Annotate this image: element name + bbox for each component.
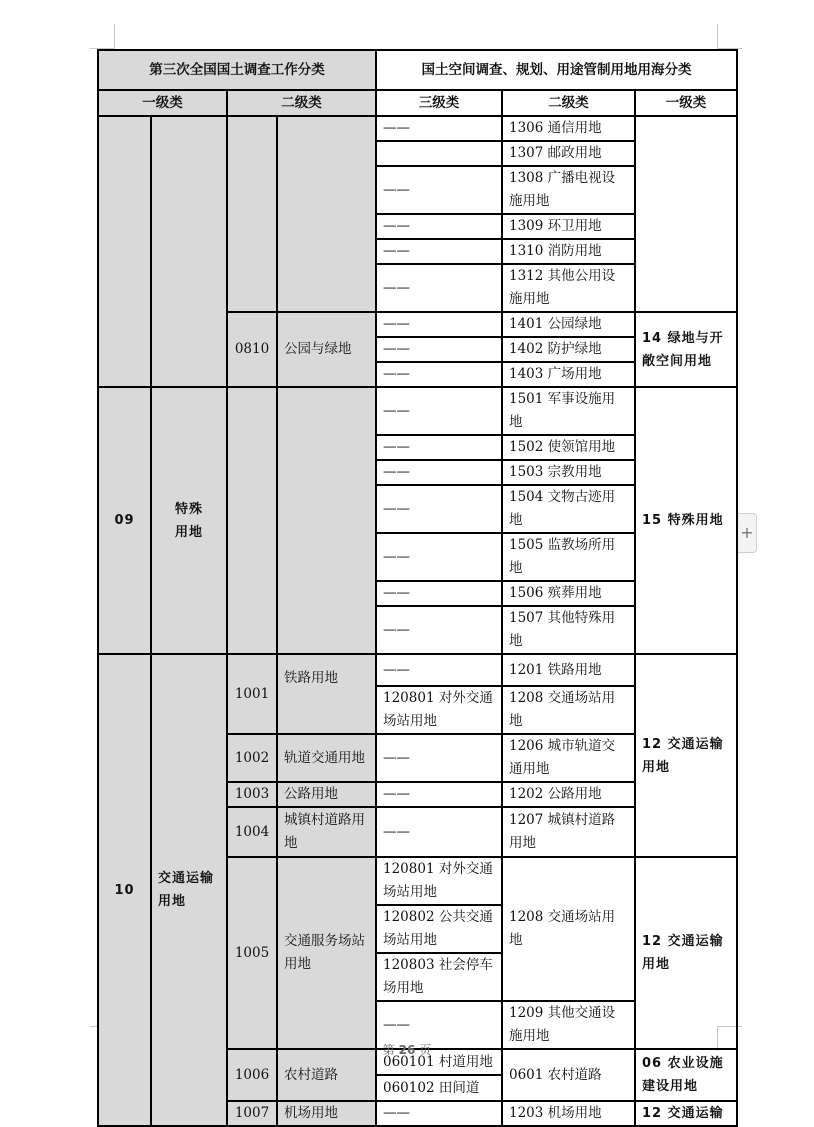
level3-cell: —— — [376, 485, 502, 533]
col-header: 二级类 — [502, 90, 635, 116]
level2-code: 1003 — [227, 782, 277, 807]
level2-cell: 1308 广播电视设施用地 — [502, 166, 635, 214]
level2-cell: 1402 防护绿地 — [502, 337, 635, 362]
level3-cell: —— — [376, 387, 502, 435]
level1-cell: 15 特殊用地 — [635, 387, 737, 654]
level1-cell: 12 交通运输用地 — [635, 654, 737, 857]
table-row — [98, 654, 737, 686]
level2-code: 1005 — [227, 857, 277, 1049]
level2-cell: 1506 殡葬用地 — [502, 581, 635, 606]
header-row — [98, 50, 737, 90]
level2-cell: 1202 公路用地 — [502, 782, 635, 807]
col-header: 一级类 — [98, 90, 227, 116]
level1-cell: 14 绿地与开敞空间用地 — [635, 312, 737, 387]
level3-cell: 120801 对外交通场站用地 — [376, 857, 502, 905]
level3-cell: —— — [376, 654, 502, 686]
left-section-title: 第三次全国国土调查工作分类 — [98, 50, 376, 90]
level3-cell: —— — [376, 1001, 502, 1049]
page-prefix: 第 — [382, 1043, 395, 1057]
level3-cell: —— — [376, 362, 502, 387]
level2-cell: 1208 交通场站用地 — [502, 686, 635, 734]
cell-empty — [277, 116, 376, 312]
level2-name: 轨道交通用地 — [277, 734, 376, 782]
level2-name: 公路用地 — [277, 782, 376, 807]
add-button[interactable] — [738, 513, 757, 553]
level3-cell: —— — [376, 214, 502, 239]
level2-cell: 0601 农村道路 — [502, 1049, 635, 1101]
level2-cell: 1201 铁路用地 — [502, 654, 635, 686]
level3-cell: —— — [376, 734, 502, 782]
col-header: 二级类 — [227, 90, 376, 116]
level2-code: 1007 — [227, 1101, 277, 1126]
cell-empty — [98, 116, 151, 387]
level2-name: 城镇村道路用地 — [277, 807, 376, 857]
level3-cell: —— — [376, 581, 502, 606]
level2-name: 机场用地 — [277, 1101, 376, 1126]
level1-cell: 12 交通运输用地 — [635, 857, 737, 1049]
level1-cell: 12 交通运输 — [635, 1101, 737, 1126]
level1-name: 交通运输用地 — [151, 654, 227, 1126]
level2-cell: 1503 宗教用地 — [502, 460, 635, 485]
page-footer — [0, 1041, 814, 1058]
crop-mark — [114, 24, 115, 49]
col-header: 三级类 — [376, 90, 502, 116]
col-header: 一级类 — [635, 90, 737, 116]
level3-cell: —— — [376, 807, 502, 857]
level2-cell: 1403 广场用地 — [502, 362, 635, 387]
level3-cell: —— — [376, 116, 502, 141]
level3-cell: 060101 村道用地 — [376, 1049, 502, 1075]
level2-cell: 1502 使领馆用地 — [502, 435, 635, 460]
level2-cell: 1504 文物古迹用地 — [502, 485, 635, 533]
level2-code: 0810 — [227, 312, 277, 387]
level2-cell: 1401 公园绿地 — [502, 312, 635, 337]
level1-cell: 06 农业设施建设用地 — [635, 1049, 737, 1101]
level2-code: 1004 — [227, 807, 277, 857]
level2-code: 1002 — [227, 734, 277, 782]
level2-cell: 1309 环卫用地 — [502, 214, 635, 239]
level3-cell: —— — [376, 239, 502, 264]
level3-cell: —— — [376, 606, 502, 654]
level3-cell: —— — [376, 533, 502, 581]
level3-cell: —— — [376, 264, 502, 312]
level1-name: 特殊用地 — [151, 387, 227, 654]
table-row — [98, 387, 737, 435]
level2-cell: 1306 通信用地 — [502, 116, 635, 141]
level2-cell: 1501 军事设施用地 — [502, 387, 635, 435]
cell-empty — [227, 116, 277, 312]
level2-name: 铁路用地 — [277, 654, 376, 734]
level3-cell: 060102 田间道 — [376, 1075, 502, 1101]
cell-empty — [151, 116, 227, 387]
right-section-title: 国土空间调查、规划、用途管制用地用海分类 — [376, 50, 737, 90]
level3-cell: 120802 公共交通场站用地 — [376, 905, 502, 953]
level3-cell: —— — [376, 435, 502, 460]
level2-code: 1001 — [227, 654, 277, 734]
level1-code: 09 — [98, 387, 151, 654]
level1-cell — [635, 116, 737, 312]
cell-empty — [227, 387, 277, 654]
crop-mark — [717, 24, 718, 49]
level2-name: 农村道路 — [277, 1049, 376, 1101]
level2-code: 1006 — [227, 1049, 277, 1101]
level3-cell: —— — [376, 337, 502, 362]
level3-cell — [376, 141, 502, 166]
level3-cell: —— — [376, 460, 502, 485]
level2-cell: 1209 其他交通设施用地 — [502, 1001, 635, 1049]
level2-name: 交通服务场站用地 — [277, 857, 376, 1049]
level2-cell: 1507 其他特殊用地 — [502, 606, 635, 654]
level1-code: 10 — [98, 654, 151, 1126]
level3-cell: 120803 社会停车场用地 — [376, 953, 502, 1001]
level2-cell: 1207 城镇村道路用地 — [502, 807, 635, 857]
land-classification-table — [97, 49, 738, 1127]
level2-cell: 1208 交通场站用地 — [502, 857, 635, 1001]
level2-cell: 1310 消防用地 — [502, 239, 635, 264]
level3-cell: —— — [376, 782, 502, 807]
level3-cell: —— — [376, 312, 502, 337]
level3-cell: —— — [376, 166, 502, 214]
subheader-row — [98, 90, 737, 116]
page-suffix: 页 — [419, 1043, 432, 1057]
level2-cell: 1505 监教场所用地 — [502, 533, 635, 581]
page-number: 26 — [398, 1043, 416, 1057]
level2-cell: 1307 邮政用地 — [502, 141, 635, 166]
level2-cell: 1206 城市轨道交通用地 — [502, 734, 635, 782]
level2-name: 公园与绿地 — [277, 312, 376, 387]
cell-empty — [277, 387, 376, 654]
plus-icon: + — [740, 523, 754, 542]
level3-cell: —— — [376, 1101, 502, 1126]
table-row — [98, 116, 737, 141]
level3-cell: 120801 对外交通场站用地 — [376, 686, 502, 734]
level2-cell: 1312 其他公用设施用地 — [502, 264, 635, 312]
level2-cell: 1203 机场用地 — [502, 1101, 635, 1126]
